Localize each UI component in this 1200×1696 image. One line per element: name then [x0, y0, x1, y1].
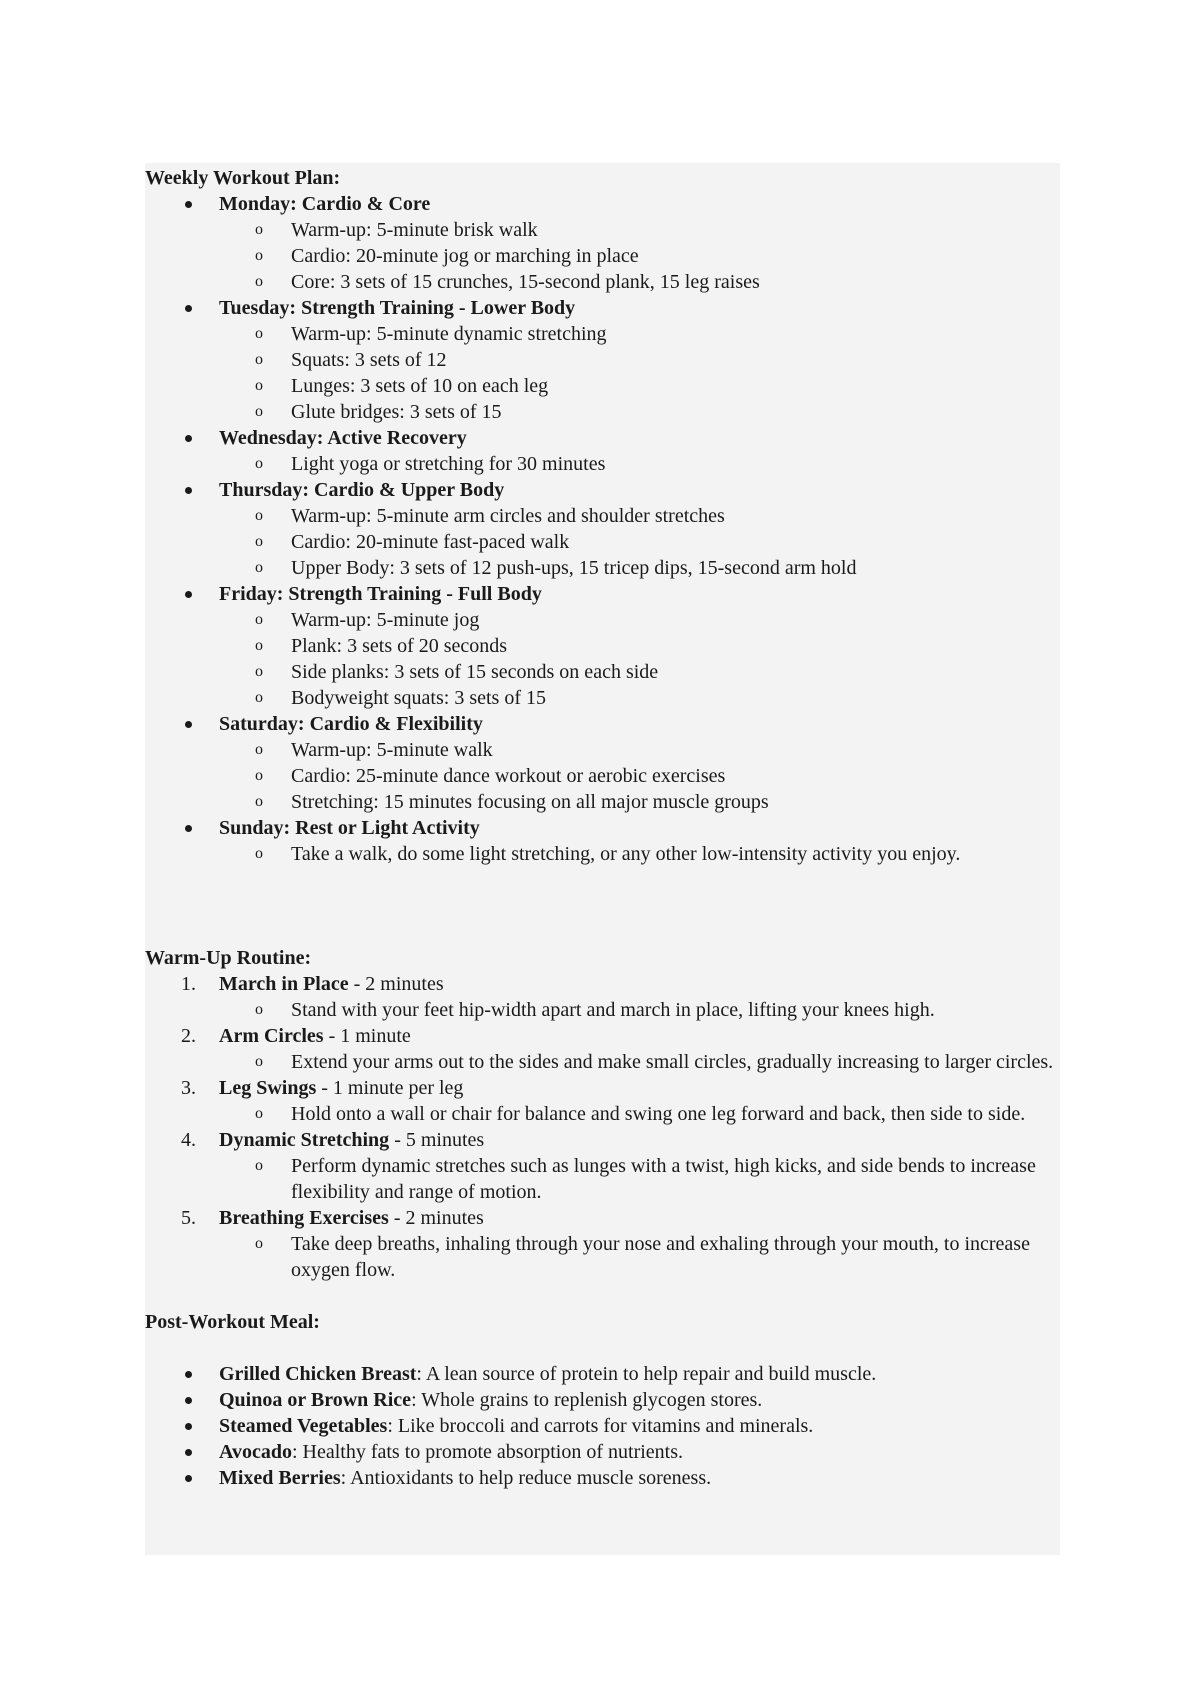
day-item [145, 295, 1060, 321]
warmup-step [145, 1023, 1060, 1049]
exercise-text: Upper Body: 3 sets of 12 push-ups, 15 tricep dips, 15-second arm hold [291, 557, 857, 579]
bullet-icon [185, 1475, 192, 1482]
day-label: Sunday: Rest or Light Activity [219, 817, 480, 839]
warmup-list [145, 971, 1060, 1283]
exercise-item [145, 607, 1060, 633]
sub-bullet-icon: o [255, 663, 263, 680]
sub-bullet-icon: o [255, 1157, 263, 1174]
day-label: Wednesday: Active Recovery [219, 427, 467, 449]
warmup-step [145, 1127, 1060, 1153]
step-detail [145, 1049, 1060, 1075]
exercise-text: Warm-up: 5-minute dynamic stretching [291, 323, 607, 345]
exercise-text: Cardio: 25-minute dance workout or aerobic exercises [291, 765, 726, 787]
sub-bullet-icon: o [255, 455, 263, 472]
sub-bullet-icon: o [255, 403, 263, 420]
step-name: Leg Swings [219, 1077, 317, 1099]
exercise-text: Warm-up: 5-minute jog [291, 609, 480, 631]
sub-bullet-icon: o [255, 377, 263, 394]
exercise-text: Plank: 3 sets of 20 seconds [291, 635, 508, 657]
exercise-item [145, 633, 1060, 659]
step-duration: - 1 minute [323, 1025, 411, 1047]
step-duration: - 2 minutes [348, 973, 444, 995]
bullet-icon [185, 721, 192, 728]
sub-bullet-icon: o [255, 351, 263, 368]
warmup-step [145, 1075, 1060, 1101]
sub-bullet-icon: o [255, 1105, 263, 1122]
step-number: 3. [181, 1077, 196, 1099]
meal-description: : Healthy fats to promote absorption of nutrients. [291, 1441, 684, 1463]
step-number: 2. [181, 1025, 196, 1047]
weekly-plan-list [145, 191, 1060, 867]
day-item [145, 425, 1060, 451]
exercise-item [145, 269, 1060, 295]
meal-list [145, 1361, 1060, 1491]
step-detail-text: Take deep breaths, inhaling through your nose and exhaling through your mouth, to increase oxygen flow. [291, 1233, 1030, 1281]
bullet-icon [185, 305, 192, 312]
step-detail [145, 1153, 1060, 1205]
exercise-item [145, 529, 1060, 555]
day-item [145, 815, 1060, 841]
exercise-text: Stretching: 15 minutes focusing on all major muscle groups [291, 791, 769, 813]
sub-bullet-icon: o [255, 559, 263, 576]
exercise-item [145, 321, 1060, 347]
day-label: Tuesday: Strength Training - Lower Body [219, 297, 576, 319]
meal-name: Steamed Vegetables [219, 1415, 388, 1437]
step-duration: - 2 minutes [388, 1207, 484, 1229]
step-name: Breathing Exercises [219, 1207, 389, 1229]
exercise-item [145, 373, 1060, 399]
step-detail-text: Stand with your feet hip-width apart and march in place, lifting your knees high. [291, 999, 935, 1021]
sub-bullet-icon: o [255, 1053, 263, 1070]
exercise-text: Lunges: 3 sets of 10 on each leg [291, 375, 549, 397]
document-body [145, 165, 1060, 1491]
meal-name: Mixed Berries [219, 1467, 341, 1489]
sub-bullet-icon: o [255, 741, 263, 758]
exercise-text: Side planks: 3 sets of 15 seconds on each side [291, 661, 659, 683]
exercise-item [145, 347, 1060, 373]
day-label: Monday: Cardio & Core [219, 193, 431, 215]
exercise-text: Warm-up: 5-minute walk [291, 739, 493, 761]
exercise-item [145, 659, 1060, 685]
step-duration: - 1 minute per leg [316, 1077, 464, 1099]
bullet-icon [185, 591, 192, 598]
exercise-item [145, 555, 1060, 581]
step-detail [145, 1101, 1060, 1127]
exercise-item [145, 503, 1060, 529]
step-duration: - 5 minutes [389, 1129, 485, 1151]
day-label: Friday: Strength Training - Full Body [219, 583, 542, 605]
warmup-step [145, 971, 1060, 997]
meal-description: : Antioxidants to help reduce muscle soreness. [340, 1467, 712, 1489]
step-name: Arm Circles [219, 1025, 324, 1047]
exercise-text: Take a walk, do some light stretching, or any other low-intensity activity you enjoy. [291, 843, 961, 865]
bullet-icon [185, 1371, 192, 1378]
exercise-item [145, 685, 1060, 711]
exercise-text: Light yoga or stretching for 30 minutes [291, 453, 606, 475]
day-item [145, 581, 1060, 607]
sub-bullet-icon: o [255, 533, 263, 550]
meal-item [145, 1361, 1060, 1387]
meal-item [145, 1387, 1060, 1413]
exercise-item [145, 243, 1060, 269]
step-detail-text: Extend your arms out to the sides and make small circles, gradually increasing to larger circles. [291, 1051, 1054, 1073]
sub-bullet-icon: o [255, 247, 263, 264]
exercise-item [145, 399, 1060, 425]
sub-bullet-icon: o [255, 325, 263, 342]
exercise-item [145, 841, 1060, 867]
meal-item [145, 1413, 1060, 1439]
exercise-text: Warm-up: 5-minute brisk walk [291, 219, 538, 241]
sub-bullet-icon: o [255, 221, 263, 238]
exercise-text: Squats: 3 sets of 12 [291, 349, 447, 371]
step-name: Dynamic Stretching [219, 1129, 390, 1151]
step-number: 4. [181, 1129, 196, 1151]
weekly-plan-title: Weekly Workout Plan: [145, 167, 341, 189]
meal-description: : Whole grains to replenish glycogen stores. [411, 1389, 763, 1411]
step-detail [145, 997, 1060, 1023]
sub-bullet-icon: o [255, 793, 263, 810]
step-detail-text: Hold onto a wall or chair for balance and swing one leg forward and back, then side to side. [291, 1103, 1026, 1125]
meal-description: : Like broccoli and carrots for vitamins and minerals. [387, 1415, 814, 1437]
day-label: Thursday: Cardio & Upper Body [219, 479, 505, 501]
sub-bullet-icon: o [255, 767, 263, 784]
exercise-text: Cardio: 20-minute jog or marching in place [291, 245, 639, 267]
sub-bullet-icon: o [255, 273, 263, 290]
meal-item [145, 1465, 1060, 1491]
exercise-item [145, 763, 1060, 789]
bullet-icon [185, 201, 192, 208]
bullet-icon [185, 1397, 192, 1404]
meal-name: Grilled Chicken Breast [219, 1363, 417, 1385]
bullet-icon [185, 1423, 192, 1430]
sub-bullet-icon: o [255, 611, 263, 628]
bullet-icon [185, 487, 192, 494]
sub-bullet-icon: o [255, 1235, 263, 1252]
warmup-title: Warm-Up Routine: [145, 947, 312, 969]
exercise-text: Glute bridges: 3 sets of 15 [291, 401, 502, 423]
exercise-text: Core: 3 sets of 15 crunches, 15-second plank, 15 leg raises [291, 271, 760, 293]
sub-bullet-icon: o [255, 1001, 263, 1018]
bullet-icon [185, 435, 192, 442]
exercise-item [145, 451, 1060, 477]
day-item [145, 711, 1060, 737]
exercise-text: Bodyweight squats: 3 sets of 15 [291, 687, 546, 709]
exercise-item [145, 737, 1060, 763]
warmup-step [145, 1205, 1060, 1231]
meal-title: Post-Workout Meal: [145, 1311, 320, 1333]
meal-description: : A lean source of protein to help repair and build muscle. [416, 1363, 877, 1385]
step-detail [145, 1231, 1060, 1283]
exercise-item [145, 217, 1060, 243]
sub-bullet-icon: o [255, 637, 263, 654]
day-label: Saturday: Cardio & Flexibility [219, 713, 483, 735]
bullet-icon [185, 825, 192, 832]
meal-name: Avocado [219, 1441, 292, 1463]
sub-bullet-icon: o [255, 689, 263, 706]
sub-bullet-icon: o [255, 507, 263, 524]
step-number: 1. [181, 973, 196, 995]
step-detail-text: Perform dynamic stretches such as lunges with a twist, high kicks, and side bends to increase flexibility and range of motion. [291, 1155, 1036, 1203]
step-name: March in Place [219, 973, 349, 995]
sub-bullet-icon: o [255, 845, 263, 862]
exercise-item [145, 789, 1060, 815]
meal-name: Quinoa or Brown Rice [219, 1389, 412, 1411]
step-number: 5. [181, 1207, 196, 1229]
day-item [145, 191, 1060, 217]
bullet-icon [185, 1449, 192, 1456]
exercise-text: Cardio: 20-minute fast-paced walk [291, 531, 570, 553]
exercise-text: Warm-up: 5-minute arm circles and shoulder stretches [291, 505, 725, 527]
meal-item [145, 1439, 1060, 1465]
day-item [145, 477, 1060, 503]
